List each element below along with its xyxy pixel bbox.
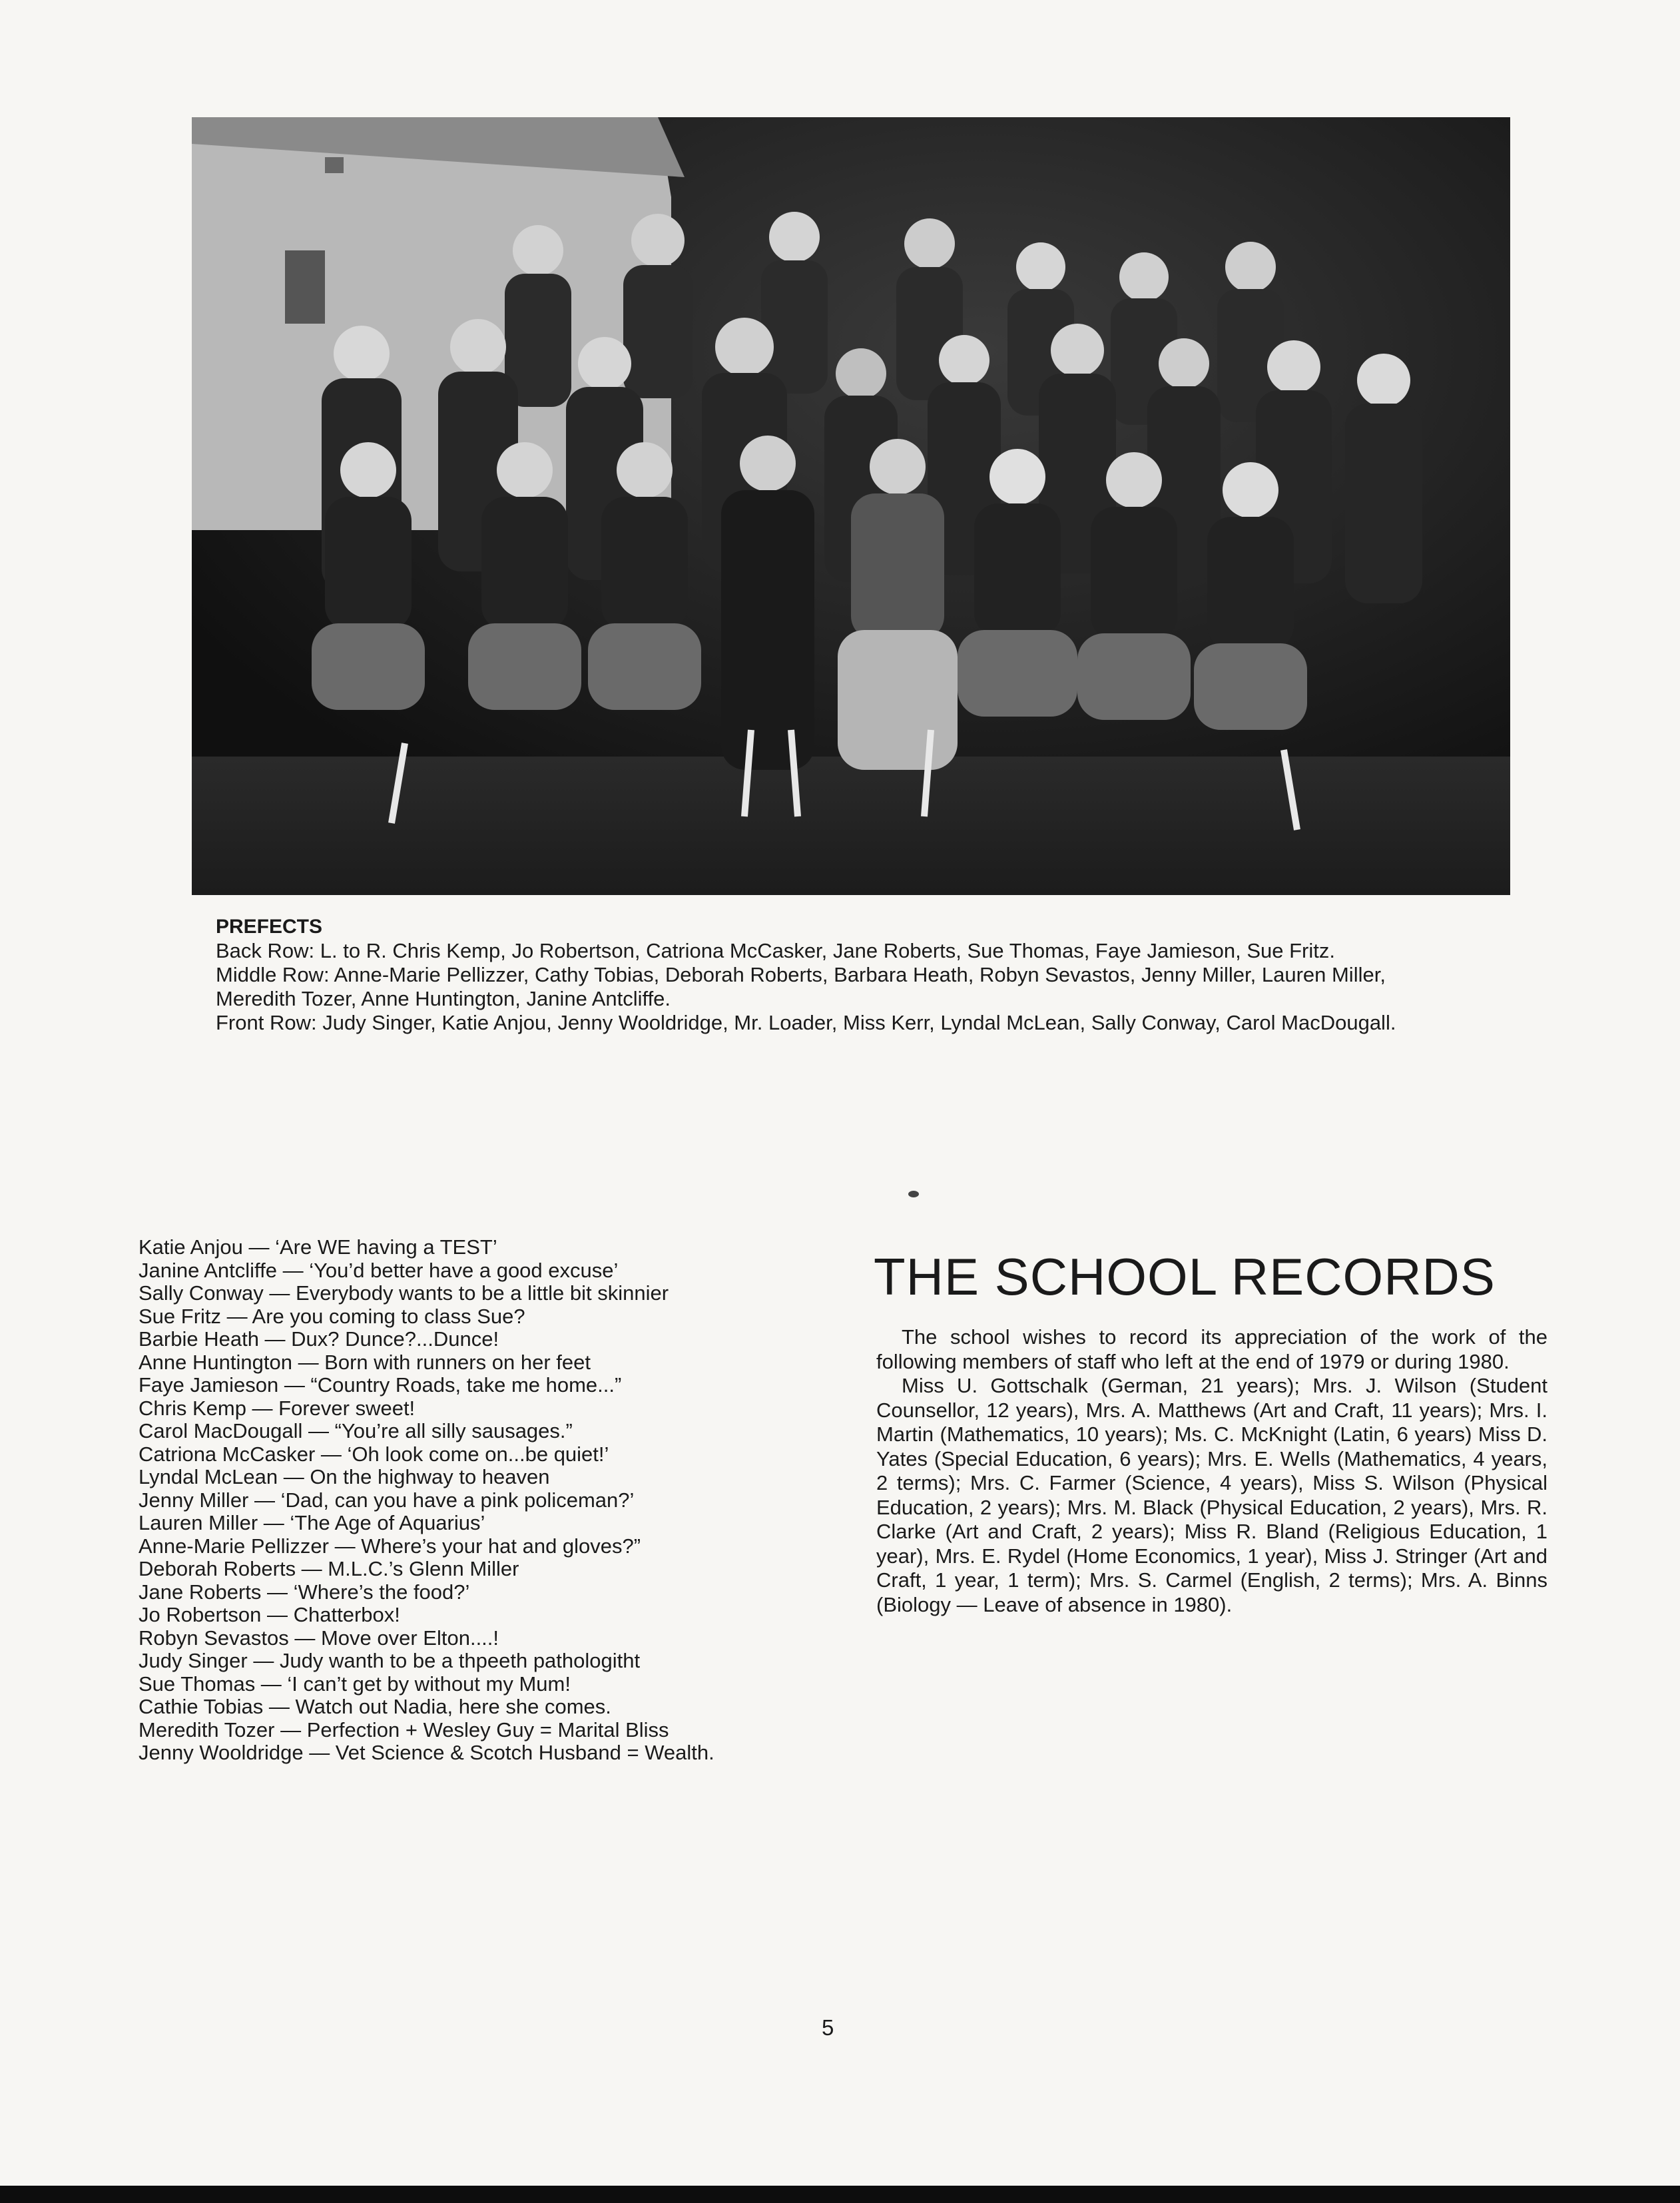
list-item: Jo Robertson — Chatterbox!	[139, 1603, 400, 1626]
list-item: Faye Jamieson — “Country Roads, take me home...”	[139, 1373, 622, 1397]
print-speck	[908, 1191, 919, 1197]
records-title: THE SCHOOL RECORDS	[874, 1247, 1496, 1306]
records-body	[876, 1325, 1547, 1617]
list-item: Katie Anjou — ‘Are WE having a TEST’	[139, 1235, 497, 1259]
list-item: Jane Roberts — ‘Where’s the food?’	[139, 1580, 470, 1604]
list-item: Chris Kemp — Forever sweet!	[139, 1396, 416, 1420]
list-item: Jenny Miller — ‘Dad, can you have a pink policeman?’	[139, 1488, 635, 1512]
list-item: Catriona McCasker — ‘Oh look come on...be quiet!’	[139, 1442, 609, 1466]
scan-bottom-edge	[0, 2186, 1680, 2203]
list-item: Anne-Marie Pellizzer — Where’s your hat and gloves?”	[139, 1534, 641, 1558]
list-item: Deborah Roberts — M.L.C.’s Glenn Miller	[139, 1557, 519, 1580]
list-item: Anne Huntington — Born with runners on her feet	[139, 1350, 591, 1374]
list-item: Sue Fritz — Are you coming to class Sue?	[139, 1304, 525, 1328]
list-item: Carol MacDougall — “You’re all silly sausages.”	[139, 1419, 573, 1442]
caption-heading: PREFECTS	[216, 916, 323, 938]
list-item: Lauren Miller — ‘The Age of Aquarius’	[139, 1511, 485, 1534]
list-item: Lyndal McLean — On the highway to heaven	[139, 1465, 550, 1488]
list-item: Jenny Wooldridge — Vet Science & Scotch Husband = Wealth.	[139, 1741, 714, 1764]
list-item: Judy Singer — Judy wanth to be a thpeeth pathologitht	[139, 1649, 641, 1672]
prefects-group-photo	[192, 117, 1510, 895]
caption-middle-row: Middle Row: Anne-Marie Pellizzer, Cathy Tobias, Deborah Roberts, Barbara Heath, Robyn Sevastos, Jenny Miller, Lauren Miller, Meredith Tozer, Anne Huntington, Janine Antcliffe.	[216, 963, 1386, 1010]
list-item: Sue Thomas — ‘I can’t get by without my Mum!	[139, 1672, 571, 1696]
records-paragraph-staff: Miss U. Gottschalk (German, 21 years); Mrs. J. Wilson (Student Counsellor, 12 years), Mrs. A. Matthews (Art and Craft, 11 years); Mrs. I. Martin (Mathematics, 10 years); Ms. C. McKnight (Latin, 6 years) Miss D. Yates (Special Education, 6 years); Mrs. E. Wells (Mathematics, 4 years, 2 terms); Mrs. C. Farmer (Science, 4 years), Miss S. Wilson (Physical Education, 2 years); Mrs. M. Black (Physical Education, 2 years), Mrs. R. Clarke (Art and Craft, 2 years); Miss R. Bland (Religious Education, 1 year), Mrs. E. Rydel (Home Economics, 1 year), Miss J. Stringer (Art and Craft, 1 year, 1 term); Mrs. S. Carmel (English, 2 terms); Mrs. A. Binns (Biology — Leave of absence in 1980).	[876, 1374, 1547, 1616]
list-item: Sally Conway — Everybody wants to be a little bit skinnier	[139, 1281, 669, 1305]
list-item: Robyn Sevastos — Move over Elton....!	[139, 1626, 499, 1650]
group-photo-icon	[192, 117, 1510, 895]
list-item: Janine Antcliffe — ‘You’d better have a good excuse’	[139, 1258, 619, 1282]
prefect-quotes-list	[139, 1236, 818, 1765]
caption-front-row: Front Row: Judy Singer, Katie Anjou, Jenny Wooldridge, Mr. Loader, Miss Kerr, Lyndal McLean, Sally Conway, Carol MacDougall.	[216, 1011, 1396, 1034]
page-number: 5	[822, 2015, 834, 2040]
list-item: Meredith Tozer — Perfection + Wesley Guy = Marital Bliss	[139, 1718, 669, 1741]
photo-caption	[216, 915, 1434, 1035]
list-item: Cathie Tobias — Watch out Nadia, here she comes.	[139, 1695, 611, 1718]
list-item: Barbie Heath — Dux? Dunce?...Dunce!	[139, 1327, 499, 1351]
records-paragraph-intro: The school wishes to record its appreciation of the work of the following members of staff who left at the end of 1979 or during 1980.	[876, 1325, 1547, 1373]
caption-back-row: Back Row: L. to R. Chris Kemp, Jo Robertson, Catriona McCasker, Jane Roberts, Sue Thomas, Faye Jamieson, Sue Fritz.	[216, 939, 1335, 962]
